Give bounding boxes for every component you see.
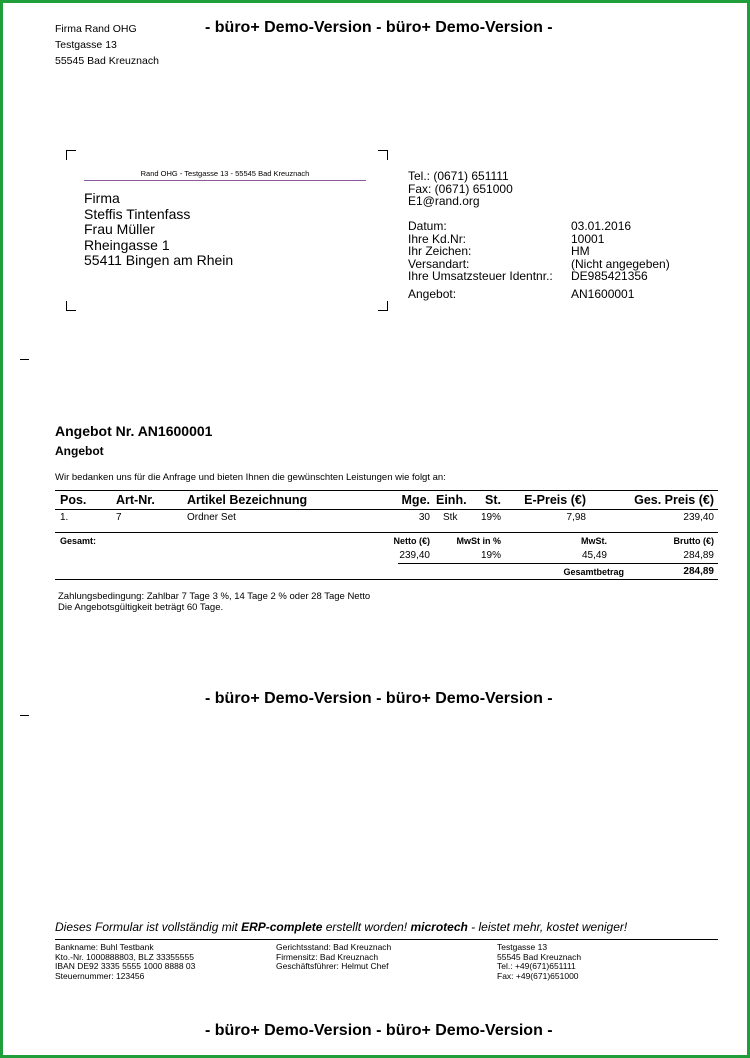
slogan-brand: microtech	[410, 920, 468, 934]
slogan-text: Dieses Formular ist vollständig mit	[55, 920, 242, 934]
footer-col-legal	[276, 943, 391, 972]
info-value-kdnr: 10001	[571, 231, 605, 246]
info-label-ustid: Ihre Umsatzsteuer Identnr.:	[408, 269, 553, 283]
footer-col-bank	[55, 943, 195, 981]
info-value-zeichen: HM	[571, 244, 590, 258]
totals-mwst-value: 45,49	[581, 550, 607, 561]
info-value-ustid: DE985421356	[571, 269, 648, 283]
info-label-zeichen: Ihr Zeichen:	[408, 244, 472, 258]
col-header-pos: Pos.	[60, 493, 87, 507]
totals-netto-label: Netto (€)	[393, 536, 430, 546]
offer-validity: Die Angebotsgültigkeit beträgt 60 Tage.	[58, 602, 224, 613]
grand-total-label: Gesamtbetrag	[563, 567, 624, 577]
demo-banner-middle: - büro+ Demo-Version - büro+ Demo-Version -	[205, 690, 553, 707]
payment-block	[58, 591, 370, 613]
demo-banner-top: - büro+ Demo-Version - büro+ Demo-Version -	[205, 19, 553, 36]
cell-epreis: 7,98	[566, 512, 586, 523]
recipient-line: 55411 Bingen am Rhein	[84, 252, 234, 268]
totals-label: Gesamt:	[60, 536, 97, 546]
totals-brutto-label: Brutto (€)	[673, 536, 714, 546]
recipient-line: Firma	[84, 190, 120, 206]
col-header-bezeichnung: Artikel Bezeichnung	[187, 493, 308, 507]
footer-line-text: Kto.-Nr. 1000888803, BLZ 33355555	[55, 951, 194, 962]
info-values	[571, 220, 670, 283]
footer-line-text: Firmensitz: Bad Kreuznach	[276, 951, 379, 962]
info-label-versandart: Versandart:	[408, 256, 470, 271]
footer-line-text: 55545 Bad Kreuznach	[497, 951, 582, 962]
window-corner-bl	[66, 301, 76, 311]
footer-line-text: IBAN DE92 3335 5555 1000 8888 03	[55, 961, 196, 972]
table-header-line	[55, 509, 718, 510]
contact-fax: Fax: (0671) 651000	[408, 181, 513, 196]
totals-mwst-label: MwSt.	[581, 536, 607, 546]
cell-einh: Stk	[443, 512, 458, 523]
document-subtitle: Angebot	[55, 444, 104, 458]
totals-brutto-value: 284,89	[683, 550, 714, 561]
intro-text: Wir bedanken uns für die Anfrage und bieten Ihnen die gewünschten Leistungen wie folgt an:	[55, 472, 446, 483]
table-top-line	[55, 490, 718, 491]
footer-line-text: Gerichtsstand: Bad Kreuznach	[276, 942, 392, 952]
info-value-datum: 03.01.2016	[571, 219, 632, 233]
contact-block	[408, 170, 513, 208]
totals-mwst-in-label: MwSt in %	[456, 536, 501, 546]
footer-line-text: Fax: +49(671)651000	[497, 970, 579, 981]
cell-bezeichnung: Ordner Set	[187, 512, 236, 523]
sender-street: Testgasse 13	[55, 39, 117, 51]
info-label-kdnr: Ihre Kd.Nr:	[408, 231, 467, 246]
footer-slogan	[55, 920, 627, 934]
table-bottom-line	[55, 579, 718, 580]
info-value-angebot: AN1600001	[571, 287, 635, 301]
cell-artnr: 7	[116, 512, 122, 523]
footer-col-contact	[497, 943, 581, 981]
col-header-mge: Mge.	[401, 493, 430, 507]
grand-total-value: 284,89	[683, 566, 714, 577]
cell-st: 19%	[481, 512, 502, 523]
recipient-line: Frau Müller	[84, 221, 155, 237]
info-labels	[408, 220, 553, 283]
recipient-line: Rheingasse 1	[84, 236, 170, 253]
cell-pos: 1.	[60, 512, 69, 523]
col-header-gespreis: Ges. Preis (€)	[634, 493, 714, 507]
info-label-angebot: Angebot:	[408, 287, 457, 301]
return-address: Rand OHG - Testgasse 13 - 55545 Bad Kreuznach	[140, 169, 310, 178]
info-value-versandart: (Nicht angegeben)	[571, 256, 670, 271]
slogan-text: - leistet mehr, kostet weniger!	[467, 920, 628, 934]
footer-line-text: Steuernummer: 123456	[55, 970, 145, 981]
window-corner-tl	[66, 150, 76, 160]
window-corner-br	[378, 301, 388, 311]
footer-line-text: Bankname: Buhl Testbank	[55, 942, 154, 952]
footer-line-text: Testgasse 13	[497, 942, 548, 952]
info-label-datum: Datum:	[408, 219, 447, 233]
recipient-address	[84, 191, 233, 269]
slogan-erp: ERP-complete	[241, 920, 323, 934]
col-header-einh: Einh.	[436, 493, 467, 507]
col-header-artnr: Art-Nr.	[116, 493, 155, 507]
fold-mark	[20, 359, 29, 360]
fold-mark	[20, 715, 29, 716]
document-title: Angebot Nr. AN1600001	[55, 423, 213, 439]
footer-line-text: Geschäftsführer: Helmut Chef	[276, 961, 389, 972]
payment-terms: Zahlungsbedingung: Zahlbar 7 Tage 3 %, 14 Tage 2 % oder 28 Tage Netto	[58, 591, 371, 602]
return-address-line	[84, 180, 366, 181]
contact-email: E1@rand.org	[408, 194, 480, 208]
recipient-line: Steffis Tintenfass	[84, 205, 191, 222]
sender-block	[55, 21, 159, 69]
sender-city: 55545 Bad Kreuznach	[55, 55, 159, 67]
grand-total-line	[398, 563, 718, 564]
footer-line-text: Tel.: +49(671)651111	[497, 961, 576, 972]
demo-banner-bottom: - büro+ Demo-Version - büro+ Demo-Version -	[205, 1022, 553, 1039]
slogan-text: erstellt worden!	[322, 920, 411, 934]
contact-tel: Tel.: (0671) 651111	[408, 169, 509, 183]
cell-gespreis: 239,40	[683, 512, 714, 523]
totals-top-line	[55, 532, 718, 533]
window-corner-tr	[378, 150, 388, 160]
totals-netto-value: 239,40	[399, 550, 430, 561]
totals-mwst-rate-value: 19%	[480, 550, 501, 561]
col-header-epreis: E-Preis (€)	[524, 493, 586, 507]
cell-mge: 30	[418, 512, 430, 523]
col-header-st: St.	[485, 493, 501, 507]
footer-line	[55, 939, 718, 940]
sender-name: Firma Rand OHG	[55, 23, 137, 35]
